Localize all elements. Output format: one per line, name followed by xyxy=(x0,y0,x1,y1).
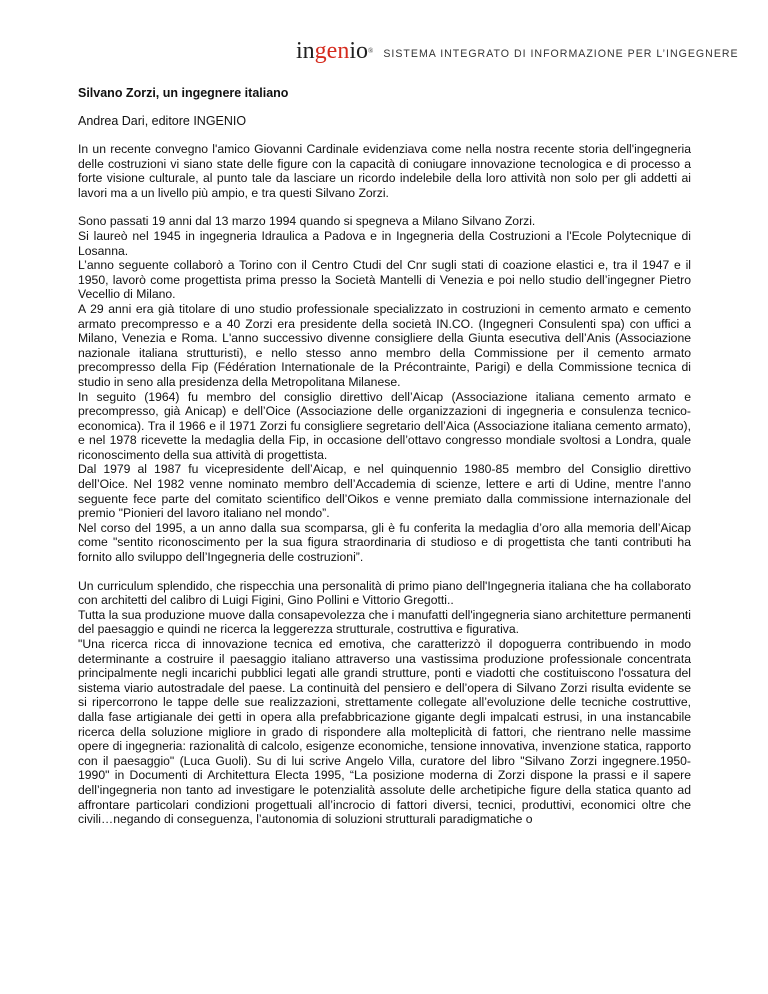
header-tagline: SISTEMA INTEGRATO DI INFORMAZIONE PER L’INGEGNERE xyxy=(383,48,739,60)
ingenio-logo: ingenio® xyxy=(296,38,374,64)
paragraph-line: Nel corso del 1995, a un anno dalla sua scomparsa, gli è fu conferita la medaglia d’oro alla memoria dell’Aicap come "sentito riconoscimento per la sua figura straordinaria di studioso e di progettista che tanti contributi ha fornito allo sviluppo dell’Ingegneria delle costruzioni”. xyxy=(78,520,691,565)
article-author: Andrea Dari, editore INGENIO xyxy=(78,114,247,128)
paragraph-line: Dal 1979 al 1987 fu vicepresidente dell’Aicap, e nel quinquennio 1980-85 membro del Consiglio direttivo dell’Oice. Nel 1982 venne nominato membro dell’Accademia di scienze, lettere e arti di Udine, mentre l’anno seguente fece parte del comitato scientifico dell’Oikos e venne premiato dalla commissione internazionale del premio "Pionieri del lavoro italiano nel mondo”. xyxy=(78,462,691,521)
article-body xyxy=(78,86,691,841)
paragraph-intro: In un recente convegno l'amico Giovanni Cardinale evidenziava come nella nostra recente storia dell'ingegneria delle costruzioni vi siano state delle figure con la capacità di coniugare innovazione tecnologica e di processo a forte visione culturale, al punto tale da lasciare un ricordo indelebile della loro attività non solo per gli addetti ai lavori ma a un livello più ampio, e tra questi Silvano Zorzi. xyxy=(78,142,691,200)
article-title: Silvano Zorzi, un ingegnere italiano xyxy=(78,86,289,100)
paragraph-line: "Una ricerca ricca di innovazione tecnica ed emotiva, che caratterizzò il dopoguerra contribuendo in modo determinante a costruire il paesaggio italiano attraverso una vastissima produzione professionale concentrata principalmente negli incarichi pubblici legati alle grandi strutture, ponti e viadotti che costituiscono l'ossatura del sistema viario autostradale del paese. La continuità del pensiero e dell’opera di Silvano Zorzi risulta evidente se si ripercorrono le tappe delle sue realizzazioni, strettamente collegate all’evoluzione delle tecniche costruttive, dalla fase artigianale dei getti in opera alla prefabbricazione gigante degli impalcati estrusi, in una instancabile ricerca della soluzione migliore in grado di rispondere alla molteplicità di fattori, che rientrano nelle massime opere di ingegneria: razionalità di calcolo, esigenze economiche, tensione innovativa, invenzione statica, rapporto con il paesaggio" (Luca Guoli). Su di lui scrive Angelo Villa, curatore del libro "Silvano Zorzi ingegnere.1950-1990" in Documenti di Architettura Electa 1995, “La posizione moderna di Zorzi dispone la prassi e il sapere dell’ingegneria non tanto ad investigare le potenzialità assolute delle archetipiche figure della statica quanto ad affrontare particolari condizioni progettuali all’incrocio di fattori diversi, tecnici, produttivi, economici oltre che civili…negando di conseguenza, l’autonomia di soluzioni strutturali paradigmatiche o xyxy=(78,637,691,827)
paragraph-line: In seguito (1964) fu membro del consiglio direttivo dell’Aicap (Associazione italiana cemento armato e precompresso, già Anicap) e dell’Oice (Associazione delle organizzazioni di ingegneria e consulenza tecnico-economica). Tra il 1966 e il 1971 Zorzi fu consigliere segretario dell’Aica (Associazione italiana cemento armato), e nel 1978 ricevette la medaglia della Fip, in occasione dell’ottavo congresso mondiale svoltosi a Londra, quale riconoscimento della sua attività di progettista. xyxy=(78,389,691,462)
paragraph-line: Sono passati 19 anni dal 13 marzo 1994 quando si spegneva a Milano Silvano Zorzi. xyxy=(78,214,536,229)
paragraph-line: L’anno seguente collaborò a Torino con il Centro Ctudi del Cnr sugli stati di coazione elastici e, tra il 1947 e il 1950, lavorò come progettista prima presso la Società Mantelli di Venezia e poi nello studio dell’ingegner Pietro Vecellio di Milano. xyxy=(78,258,691,302)
paragraph-curriculum xyxy=(78,579,691,827)
paragraph-line: Si laureò nel 1945 in ingegneria Idraulica a Padova e in Ingegneria della Costruzioni a l'Ecole Polytecnique di Losanna. xyxy=(78,228,691,258)
paragraph-line: A 29 anni era già titolare di uno studio professionale specializzato in costruzioni in cemento armato e cemento armato precompresso e a 40 Zorzi era presidente della società IN.CO. (Ingegneri Consulenti spa) con uffici a Milano, Venezia e Roma. L'anno successivo divenne consigliere della Giunta esecutiva dell’Anis (Associazione nazionale italiana strutturisti), e nello stesso anno membro della Commissione per il cemento armato precompresso della Fip (Fédération Internationale de la Précontrainte, Parigi) e della Commissione tecnica di studio in seno alla presidenza della Metropolitana Milanese. xyxy=(78,301,691,389)
paragraph-line: Un curriculum splendido, che rispecchia una personalità di primo piano dell'Ingegneria italiana che ha collaborato con architetti del calibro di Luigi Figini, Gino Pollini e Vittorio Gregotti.. xyxy=(78,578,691,608)
paragraph-line: Tutta la sua produzione muove dalla consapevolezza che i manufatti dell'ingegneria siano architetture permanenti del paesaggio e quindi ne ricerca la leggerezza strutturale, costruttiva e figurativa. xyxy=(78,607,691,637)
page-header xyxy=(296,40,739,62)
paragraph-biography xyxy=(78,214,691,564)
